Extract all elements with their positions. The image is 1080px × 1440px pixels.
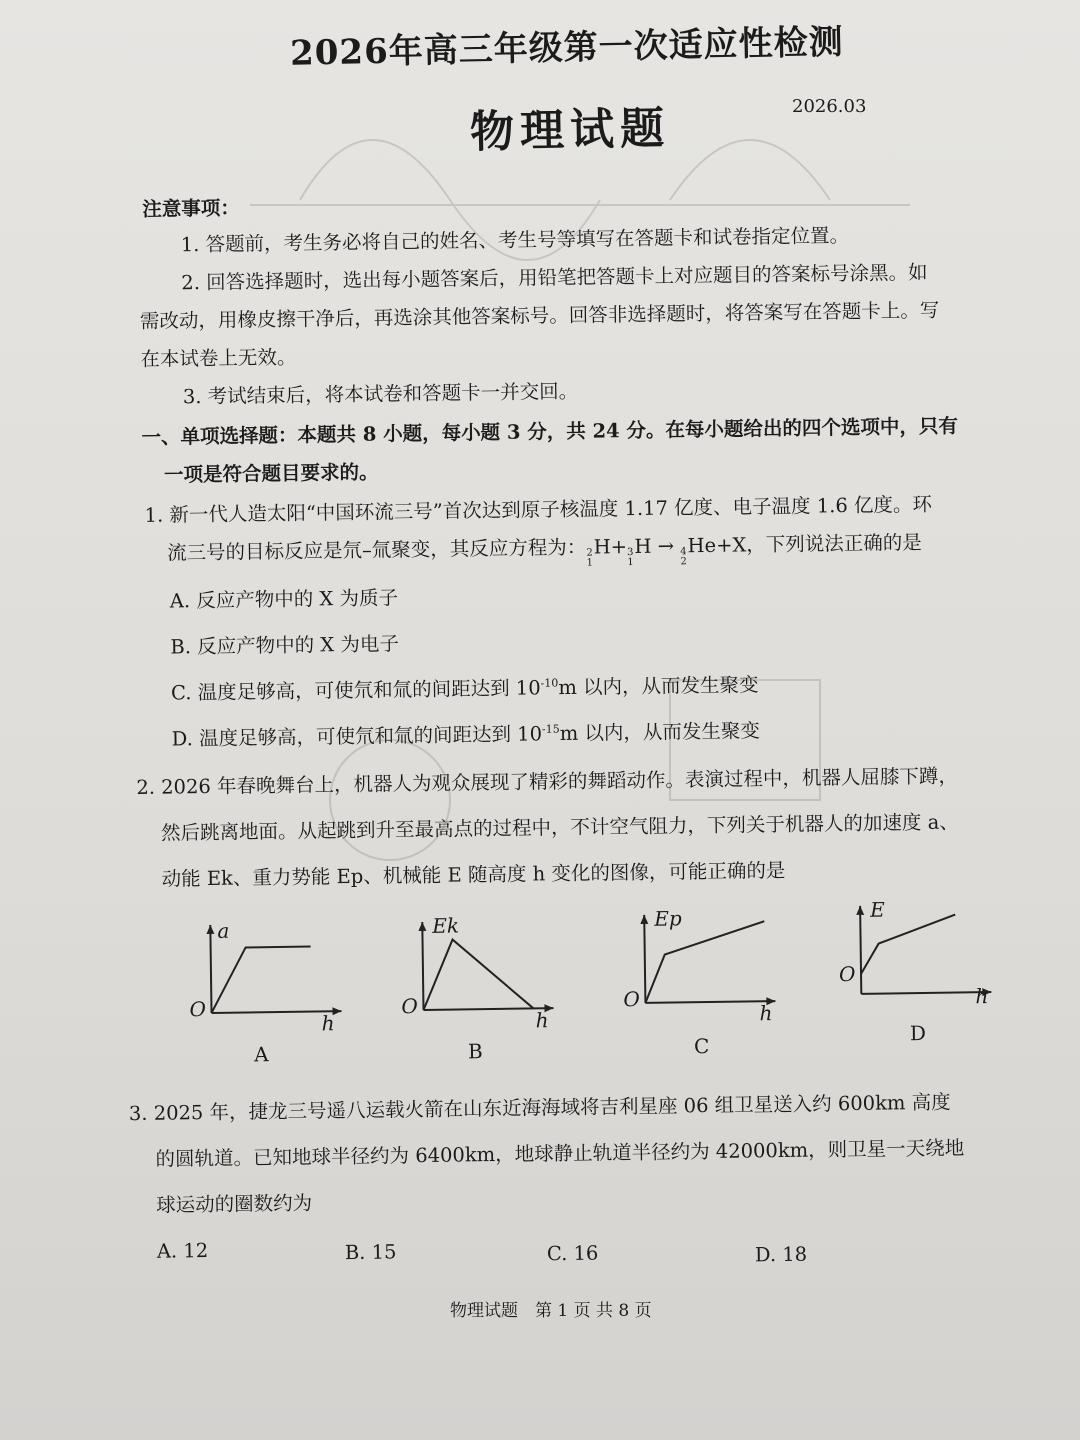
isotope-h3: 3 1 (627, 547, 634, 569)
notice-heading: 注意事项： (142, 196, 240, 221)
notice-item-2c: 在本试卷上无效。 (140, 345, 297, 371)
notice-item-2a: 2. 回答选择题时，选出每小题答案后，用铅笔把答题卡上对应题目的答案标号涂黑。如 (181, 260, 928, 295)
q3-option-a: A. 12 (156, 1239, 209, 1263)
q1-stem-line2 (167, 527, 922, 575)
exam-body (128, 176, 990, 1267)
exam-title: 2026年高三年级第一次适应性检测 (289, 22, 845, 74)
graph-b-xlabel: h (535, 1008, 549, 1033)
q2-stem-line1: 2. 2026 年春晚舞台上，机器人为观众展现了精彩的舞蹈动作。表演过程中，机器人屈膝下蹲， (136, 764, 959, 799)
graph-b-ylabel: Ek (432, 913, 460, 938)
section-heading: 一、单项选择题：本题共 8 小题，每小题 3 分，共 24 分。在每小题给出的四个选项中，只有 (141, 414, 959, 449)
eq-term-1: H+ (593, 535, 628, 559)
graph-a-origin: O (189, 997, 207, 1022)
graph-d-origin: O (838, 961, 856, 987)
graph-c-xlabel: h (759, 1001, 773, 1026)
graph-c-origin: O (623, 986, 640, 1012)
eq-arrow: → (651, 534, 681, 558)
q2-stem-line3: 动能 Ek、重力势能 Ep、机械能 E 随高度 h 变化的图像，可能正确的是 (161, 858, 786, 891)
graph-a (190, 911, 352, 1023)
q1-stem-line1: 1. 新一代人造太阳“中国环流三号”首次达到原子核温度 1.17 亿度、电子温度 1.6 亿度。环 (144, 492, 933, 527)
graph-d-letter: D (909, 1020, 927, 1046)
isotope-h2: 2 1 (586, 547, 593, 569)
q3-option-c: C. 16 (546, 1241, 599, 1266)
notice-item-3: 3. 考试结束后，将本试卷和答题卡一并交回。 (182, 379, 579, 409)
q3-stem-line1: 3. 2025 年，捷龙三号遥八运载火箭在山东近海海域将吉利星座 06 组卫星送入约 600km 高度 (128, 1090, 951, 1126)
isotope-he4: 4 2 (680, 546, 687, 568)
graph-b-origin: O (401, 994, 419, 1019)
q1-stem-end: ，下列说法正确的是 (746, 530, 922, 557)
q3-option-b: B. 15 (344, 1240, 397, 1265)
graph-a-ylabel: a (217, 918, 230, 943)
fusion-equation (586, 533, 747, 569)
section-heading-cont: 一项是符合题目要求的。 (163, 460, 379, 487)
q3-stem-line3: 球运动的圈数约为 (156, 1191, 313, 1217)
graph-c-ylabel: Ep (654, 906, 682, 931)
q2-stem-line2: 然后跳离地面。从起跳到升至最高点的过程中，不计空气阻力，下列关于机器人的加速度 a、 (160, 810, 959, 845)
q1-option-d: D. 温度足够高，可使氘和氚的间距达到 $10^{-15}m$ 以内，从而发生聚变 (171, 719, 761, 751)
exam-date: 2026.03 (792, 96, 867, 117)
graph-d-ylabel: E (869, 897, 885, 922)
graph-a-xlabel: h (321, 1011, 335, 1036)
graph-a-letter: A (253, 1042, 269, 1067)
q3-option-d: D. 18 (754, 1242, 808, 1267)
q3-stem-line2: 的圆轨道。已知地球半径约为 6400km，地球静止轨道半径约为 42000km，则卫星一天绕地 (155, 1136, 965, 1171)
q1-stem-text: 流三号的目标反应是氘–氚聚变，其反应方程为： (166, 535, 587, 565)
notice-item-1: 1. 答题前，考生务必将自己的姓名、考生号等填写在答题卡和试卷指定位置。 (180, 223, 850, 257)
q1-option-a: A. 反应产物中的 X 为质子 (169, 586, 399, 613)
page-footer: 物理试题 第 1 页 共 8 页 (450, 1301, 652, 1321)
q1-option-b: B. 反应产物中的 X 为电子 (170, 632, 400, 659)
graph-c (624, 901, 786, 1013)
eq-term-2: H (634, 534, 652, 558)
eq-term-3: He+X (687, 533, 747, 558)
graph-d-xlabel: h (975, 984, 989, 1009)
notice-item-2b: 需改动，用橡皮擦干净后，再选涂其他答案标号。回答非选择题时，将答案写在答题卡上。写 (139, 298, 940, 333)
q1-option-c: C. 温度足够高，可使氘和氚的间距达到 $10^{-10}m$ 以内，从而发生聚变 (170, 673, 759, 705)
graph-b-letter: B (467, 1039, 483, 1064)
graph-b (402, 908, 564, 1020)
graph-c-letter: C (693, 1033, 710, 1059)
subject-title: 物理试题 (469, 102, 671, 159)
